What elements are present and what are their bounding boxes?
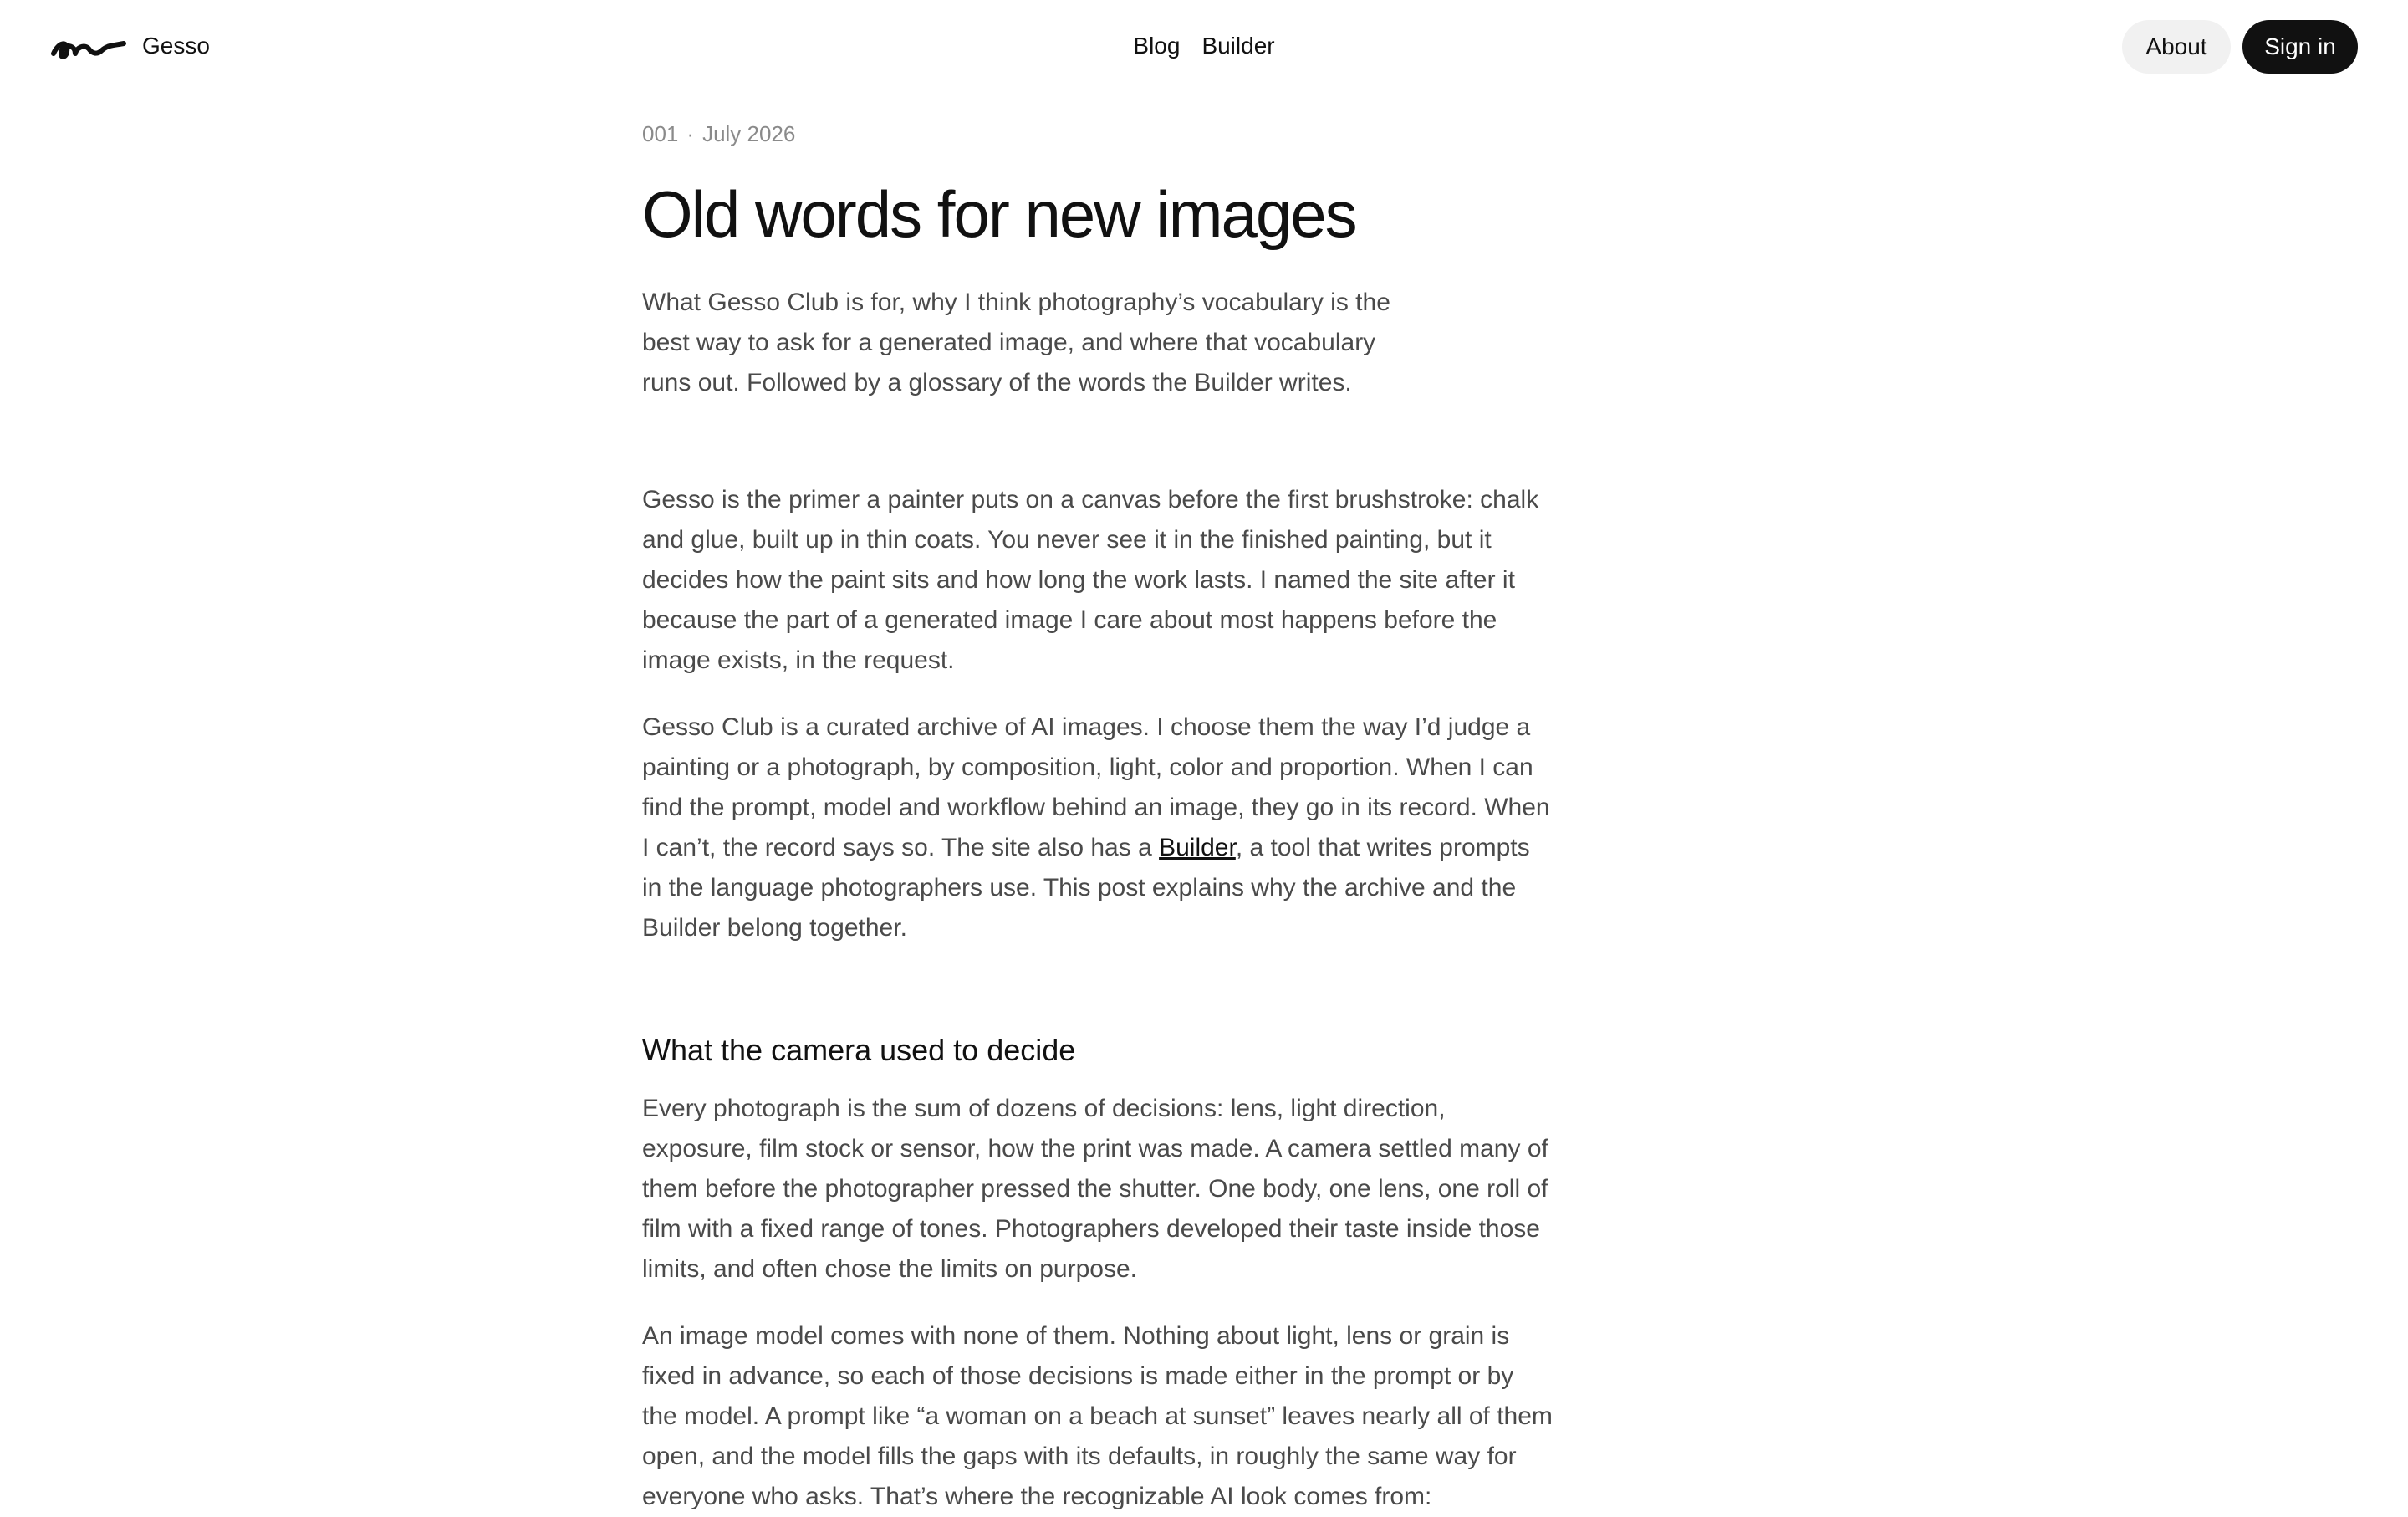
- brand-name: Gesso: [142, 33, 210, 59]
- paragraph-text: Gesso Club is a curated archive of AI images. I choose them the way I’d judge a painting or a photograph, by composition, light, color and proportion. When I can find the prompt, model and workflow behind an image, they go in its record. When I can’t, the record says so. The site also has a: [642, 713, 1550, 861]
- paragraph-text: , a tool that writes prompts in the language photographers use. This post explains why the archive and the Builder belong together.: [642, 834, 1530, 942]
- blog-article: [642, 117, 1553, 1517]
- section-heading: What the camera used to decide: [642, 1033, 1076, 1067]
- brand-home-link[interactable]: [50, 25, 210, 67]
- nav-link-blog[interactable]: Blog: [1133, 33, 1181, 59]
- body-paragraph: Gesso is the primer a painter puts on a canvas before the first brushstroke: chalk and glue, built up in thin coats. You never see it in the finished painting, but it decides how the paint sits and how long the work lasts. I named the site after it because the part of a generated image I care about most happens before the image exists, in the request.: [642, 486, 1539, 674]
- primary-nav: [1133, 28, 1274, 64]
- post-date: July 2026: [702, 121, 796, 146]
- meta-separator: ·: [686, 121, 695, 146]
- nav-link-builder[interactable]: Builder: [1201, 33, 1275, 59]
- top-navigation-bar: [0, 0, 2408, 92]
- post-title: Old words for new images: [642, 177, 1356, 251]
- body-paragraph: [642, 707, 1553, 948]
- body-paragraph: Every photograph is the sum of dozens of decisions: lens, light direction, exposure, film stock or sensor, how the print was made. A camera settled many of them before the photographer pressed the shutter. One body, one lens, one roll of film with a fixed range of tones. Photographers developed their taste inside those limits, and often chose the limits on purpose.: [642, 1095, 1548, 1283]
- body-paragraph: An image model comes with none of them. Nothing about light, lens or grain is fixed in advance, so each of those decisions is made either in the prompt or by the model. A prompt like “a woman on a beach at sunset” leaves nearly all of them open, and the model fills the gaps with its defaults, in roughly the same way for everyone who asks. That’s where the recognizable AI look comes from:: [642, 1322, 1553, 1510]
- gesso-logo-icon: [50, 25, 127, 67]
- about-button[interactable]: About: [2122, 20, 2231, 74]
- post-meta: [642, 117, 1553, 151]
- sign-in-button[interactable]: Sign in: [2242, 20, 2358, 74]
- builder-inline-link[interactable]: Builder: [1159, 834, 1236, 861]
- post-number: 001: [642, 121, 679, 146]
- post-lede: What Gesso Club is for, why I think photography’s vocabulary is the best way to ask for a generated image, and where that vocabulary runs out. Followed by a glossary of the words the Builder writes.: [642, 289, 1390, 396]
